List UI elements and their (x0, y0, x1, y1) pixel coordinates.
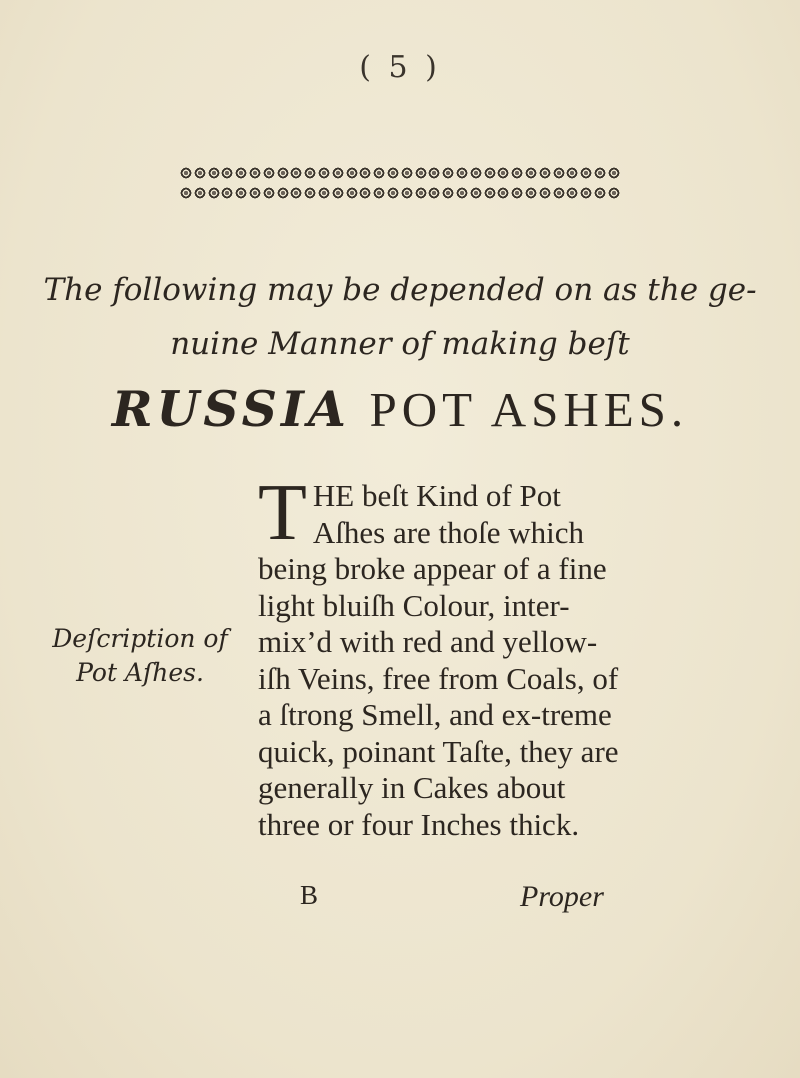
signature-mark: B (300, 880, 319, 910)
margin-note: Deſcription of Pot Aſhes. (52, 624, 228, 687)
fleuron-row-icon (180, 162, 620, 184)
title-russia: RUSSIA (111, 380, 350, 438)
fleuron-row-icon (180, 182, 620, 204)
title-pot-ashes: POT ASHES. (369, 382, 689, 437)
heading-line-2: nuine Manner of making beſt (170, 326, 630, 362)
body-paragraph (258, 469, 628, 843)
drop-cap: T (258, 469, 307, 557)
heading-line-1: The following may be depended on as the ge- (43, 272, 757, 308)
body-text: HE beſt Kind of Pot Aſhes are thoſe which being broke appear of a fine light bluiſh Colour, inter-mix’d with red and yellow-iſh Veins, free from Coals, of a ſtrong Smell, and ex-treme quick, poinant Taſte, they are generally in Cakes about three or four Inches thick. (258, 478, 619, 842)
page-number: ( 5 ) (359, 50, 441, 85)
page-title (0, 380, 800, 438)
catchword: Proper (520, 880, 604, 913)
